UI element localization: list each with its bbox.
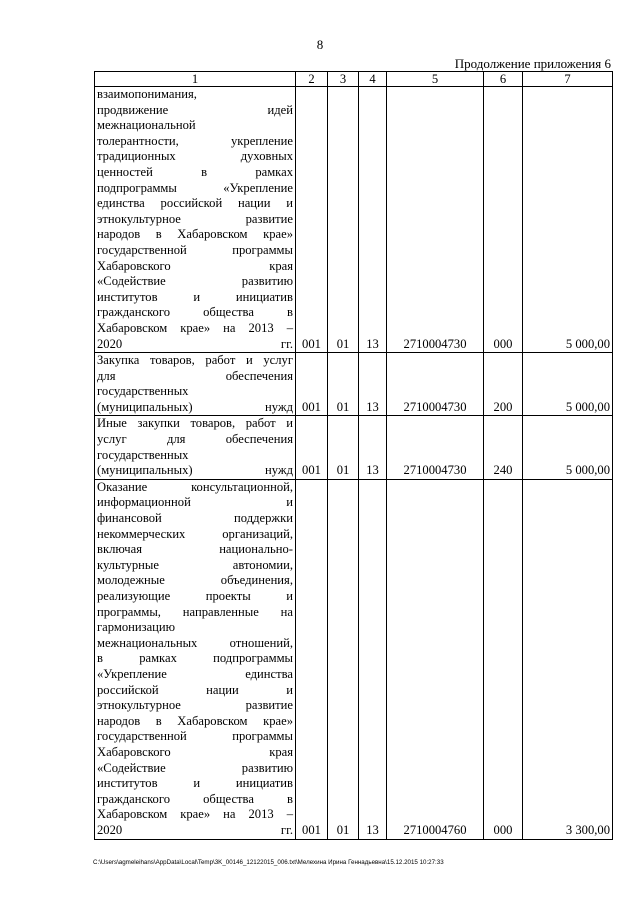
table-row [95, 353, 613, 416]
continuation-label: Продолжение приложения 6 [454, 56, 611, 71]
row-amount: 5 000,00 [523, 87, 613, 353]
table-header-row [95, 72, 613, 87]
row-description: Закупка товаров, работ и услуг для обеспечения государственных (муниципальных) нужд [95, 353, 296, 416]
table-row [95, 479, 613, 839]
row-col5: 2710004730 [387, 87, 484, 353]
row-col6: 240 [484, 416, 523, 479]
row-col5: 2710004730 [387, 353, 484, 416]
header-col-6: 6 [484, 72, 523, 87]
row-description: Оказание консультационной, информационной и финансовой поддержки некоммерческих организаций, включая национально- культурные автономии, молодежные объединения, реализующие проекты и программы, направленные на гармонизацию межнациональных отношений, в рамках подпрограммы «Укрепление единства российской нации и этнокультурное развитие народов в Хабаровском крае» государственной программы Хабаровского края «Содействие развитию институтов и инициатив гражданского общества в Хабаровском крае» на 2013 – 2020 гг. [95, 479, 296, 839]
row-col3: 01 [328, 353, 359, 416]
table-row [95, 416, 613, 479]
page-number: 8 [316, 37, 324, 52]
row-col3: 01 [328, 416, 359, 479]
table-row [95, 87, 613, 353]
row-col6: 200 [484, 353, 523, 416]
row-col3: 01 [328, 87, 359, 353]
row-col2: 001 [296, 479, 328, 839]
row-amount: 5 000,00 [523, 416, 613, 479]
header-col-5: 5 [387, 72, 484, 87]
header-col-2: 2 [296, 72, 328, 87]
row-col2: 001 [296, 416, 328, 479]
row-col4: 13 [359, 87, 387, 353]
row-col5: 2710004760 [387, 479, 484, 839]
header-col-3: 3 [328, 72, 359, 87]
row-col2: 001 [296, 87, 328, 353]
header-col-1: 1 [95, 72, 296, 87]
row-description: Иные закупки товаров, работ и услуг для обеспечения государственных (муниципальных) нужд [95, 416, 296, 479]
row-col6: 000 [484, 87, 523, 353]
row-col3: 01 [328, 479, 359, 839]
row-col4: 13 [359, 479, 387, 839]
row-col6: 000 [484, 479, 523, 839]
row-col4: 13 [359, 353, 387, 416]
row-col5: 2710004730 [387, 416, 484, 479]
budget-table [94, 71, 613, 840]
footer-file-path: C:\Users\agmeleihans\AppData\Local\Temp\3K_00146_12122015_006.txt\Мелехина Ирина Геннадьевна\15.12.2015 10:27:33 [93, 859, 444, 866]
header-col-7: 7 [523, 72, 613, 87]
row-col4: 13 [359, 416, 387, 479]
row-col2: 001 [296, 353, 328, 416]
row-amount: 5 000,00 [523, 353, 613, 416]
row-amount: 3 300,00 [523, 479, 613, 839]
header-col-4: 4 [359, 72, 387, 87]
row-description: взаимопонимания, продвижение идей межнациональной толерантности, укрепление традиционных духовных ценностей в рамках подпрограммы «Укрепление единства российской нации и этнокультурное развитие народов в Хабаровском крае» государственной программы Хабаровского края «Содействие развитию институтов и инициатив гражданского общества в Хабаровском крае» на 2013 – 2020 гг. [95, 87, 296, 353]
